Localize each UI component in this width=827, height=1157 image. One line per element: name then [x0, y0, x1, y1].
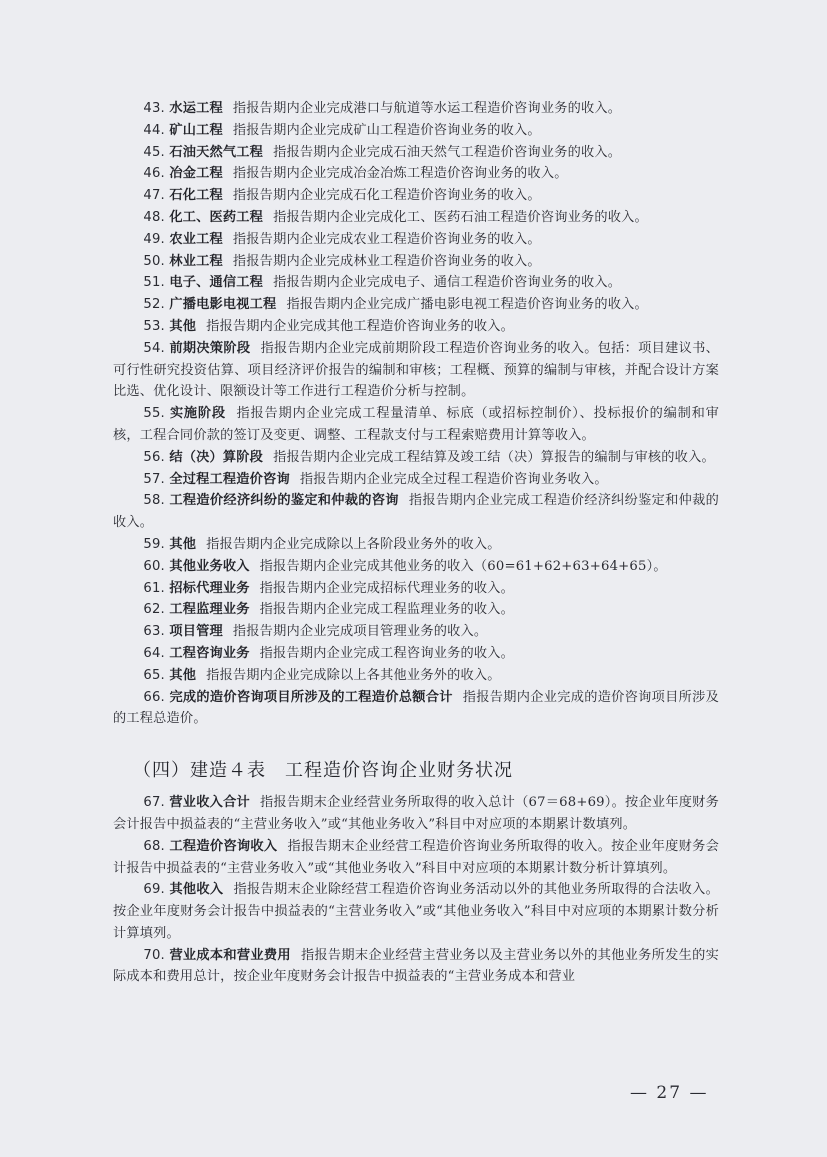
- definition-list-income: [113, 98, 719, 730]
- item-number: 65.: [143, 667, 165, 683]
- definition-item: [113, 792, 719, 836]
- item-term: 营业成本和营业费用: [169, 947, 291, 963]
- definition-item: [113, 665, 719, 687]
- item-number: 61.: [143, 580, 165, 596]
- item-term: 石化工程: [169, 188, 223, 204]
- item-description: 指报告期内企业完成林业工程造价咨询业务的收入。: [232, 253, 541, 269]
- item-description: 指报告期内企业完成化工、医药石油工程造价咨询业务的收入。: [273, 209, 648, 225]
- item-number: 47.: [143, 188, 165, 204]
- item-description: 指报告期内企业完成工程造价经济纠纷鉴定和仲裁的收入。: [113, 493, 719, 531]
- definition-item: [113, 687, 719, 731]
- item-term: 招标代理业务: [169, 580, 250, 596]
- item-number: 59.: [143, 536, 165, 552]
- body-text: [113, 98, 719, 988]
- item-description: 指报告期内企业完成港口与航道等水运工程造价咨询业务的收入。: [232, 101, 622, 116]
- item-number: 52.: [143, 297, 165, 313]
- definition-item: [113, 879, 719, 944]
- definition-item: [113, 185, 719, 207]
- item-number: 66.: [143, 689, 165, 705]
- definition-item: [113, 251, 719, 273]
- definition-item: [113, 272, 719, 294]
- item-number: 44.: [143, 122, 165, 138]
- item-description: 指报告期末企业经营工程造价咨询业务所取得的收入。按企业年度财务会计报告中损益表的“主营业务收入”或“其他业务收入”科目中对应项的本期累计数分析计算填列。: [113, 838, 719, 876]
- item-description: 指报告期内企业完成冶金冶炼工程造价咨询业务的收入。: [232, 166, 568, 182]
- item-number: 58.: [143, 493, 165, 509]
- item-description: 指报告期内企业完成工程监理业务的收入。: [259, 602, 515, 618]
- item-number: 64.: [143, 645, 165, 661]
- item-term: 其他收入: [169, 882, 224, 898]
- item-term: 工程咨询业务: [169, 645, 250, 661]
- item-number: 49.: [143, 231, 165, 247]
- item-number: 57.: [143, 471, 165, 487]
- item-description: 指报告期内企业完成石化工程造价咨询业务的收入。: [232, 188, 541, 204]
- item-number: 51.: [143, 275, 165, 291]
- item-number: 55.: [143, 406, 165, 422]
- item-number: 62.: [143, 602, 165, 618]
- item-number: 70.: [143, 947, 165, 963]
- item-term: 完成的造价咨询项目所涉及的工程造价总额合计: [169, 689, 453, 705]
- item-description: 指报告期内企业完成全过程工程造价咨询业务收入。: [299, 471, 608, 487]
- item-term: 前期决策阶段: [169, 340, 251, 356]
- item-term: 冶金工程: [169, 166, 223, 182]
- definition-list-finance: [113, 792, 719, 988]
- item-term: 项目管理: [169, 624, 223, 640]
- item-term: 电子、通信工程: [169, 275, 264, 291]
- item-description: 指报告期内企业完成前期阶段工程造价咨询业务的收入。包括：项目建议书、可行性研究投资估算、项目经济评价报告的编制和审核；工程概、预算的编制与审核，并配合设计方案比选、优化设计、限额设计等工作进行工程造价分析与控制。: [113, 340, 719, 400]
- item-term: 其他: [169, 536, 197, 552]
- definition-item: [113, 98, 719, 120]
- definition-item: [113, 534, 719, 556]
- definition-item: [113, 338, 719, 403]
- item-term: 实施阶段: [169, 406, 226, 422]
- section-heading: （四）建造４表 工程造价咨询企业财务状况: [133, 760, 513, 782]
- item-term: 石油天然气工程: [169, 144, 264, 160]
- item-number: 53.: [143, 318, 165, 334]
- definition-item: [113, 643, 719, 665]
- definition-item: [113, 490, 719, 534]
- item-number: 54.: [143, 340, 165, 356]
- definition-item: [113, 142, 719, 164]
- item-number: 45.: [143, 144, 165, 160]
- item-term: 工程监理业务: [169, 602, 250, 618]
- definition-item: [113, 836, 719, 880]
- item-term: 其他: [169, 667, 197, 683]
- item-term: 矿山工程: [169, 122, 223, 138]
- item-term: 工程造价经济纠纷的鉴定和仲裁的咨询: [169, 493, 399, 509]
- item-term: 结（决）算阶段: [169, 449, 264, 465]
- item-number: 60.: [143, 558, 165, 574]
- definition-item: [113, 447, 719, 469]
- item-number: 68.: [143, 838, 165, 854]
- definition-item: [113, 316, 719, 338]
- item-description: 指报告期内企业完成其他业务的收入（60=61+62+63+64+65）。: [259, 558, 667, 574]
- item-number: 50.: [143, 253, 165, 269]
- item-number: 69.: [143, 882, 165, 898]
- item-term: 化工、医药工程: [169, 209, 264, 225]
- definition-item: [113, 556, 719, 578]
- item-term: 农业工程: [169, 231, 223, 247]
- item-description: 指报告期内企业完成广播电影电视工程造价咨询业务的收入。: [286, 297, 648, 313]
- item-description: 指报告期内企业完成矿山工程造价咨询业务的收入。: [232, 122, 541, 138]
- item-number: 63.: [143, 624, 165, 640]
- definition-item: [113, 229, 719, 251]
- item-number: 43.: [143, 101, 165, 116]
- item-term: 林业工程: [169, 253, 223, 269]
- item-description: 指报告期内企业完成的造价咨询项目所涉及的工程总造价。: [113, 689, 719, 727]
- item-term: 工程造价咨询收入: [169, 838, 278, 854]
- item-description: 指报告期内企业完成电子、通信工程造价咨询业务的收入。: [273, 275, 622, 291]
- item-term: 水运工程: [169, 101, 223, 116]
- item-number: 56.: [143, 449, 165, 465]
- definition-item: [113, 163, 719, 185]
- item-description: 指报告期内企业完成项目管理业务的收入。: [232, 624, 488, 640]
- item-term: 全过程工程造价咨询: [169, 471, 290, 487]
- definition-item: [113, 294, 719, 316]
- item-term: 广播电影电视工程: [169, 297, 277, 313]
- definition-item: [113, 469, 719, 491]
- item-description: 指报告期内企业完成除以上各阶段业务外的收入。: [206, 536, 501, 552]
- item-number: 48.: [143, 209, 165, 225]
- definition-item: [113, 578, 719, 600]
- item-description: 指报告期末企业经营主营业务以及主营业务以外的其他业务所发生的实际成本和费用总计，按企业年度财务会计报告中损益表的“主营业务成本和营业: [113, 947, 719, 985]
- item-description: 指报告期内企业完成石油天然气工程造价咨询业务的收入。: [273, 144, 622, 160]
- item-term: 营业收入合计: [169, 795, 250, 811]
- definition-item: [113, 621, 719, 643]
- item-description: 指报告期内企业完成工程结算及竣工结（决）算报告的编制与审核的收入。: [273, 449, 715, 465]
- definition-item: [113, 403, 719, 447]
- item-term: 其他: [169, 318, 197, 334]
- item-description: 指报告期末企业除经营工程造价咨询业务活动以外的其他业务所取得的合法收入。按企业年度财务会计报告中损益表的“主营业务收入”或“其他业务收入”科目中对应项的本期累计数分析计算填列。: [113, 882, 719, 941]
- item-description: 指报告期内企业完成除以上各其他业务外的收入。: [206, 667, 501, 683]
- definition-item: [113, 599, 719, 621]
- page-number: — 27 —: [630, 1083, 709, 1103]
- definition-item: [113, 945, 719, 989]
- definition-item: [113, 207, 719, 229]
- item-term: 其他业务收入: [169, 558, 250, 574]
- item-description: 指报告期内企业完成工程咨询业务的收入。: [259, 645, 515, 661]
- item-number: 67.: [143, 795, 165, 811]
- item-description: 指报告期内企业完成工程量清单、标底（或招标控制价）、投标报价的编制和审核，工程合同价款的签订及变更、调整、工程款支付与工程索赔费用计算等收入。: [113, 406, 719, 443]
- item-description: 指报告期内企业完成其他工程造价咨询业务的收入。: [206, 318, 515, 334]
- item-description: 指报告期内企业完成农业工程造价咨询业务的收入。: [232, 231, 541, 247]
- item-description: 指报告期末企业经营业务所取得的收入总计（67＝68+69）。按企业年度财务会计报告中损益表的“主营业务收入”或“其他业务收入”科目中对应项的本期累计数填列。: [113, 795, 719, 832]
- item-description: 指报告期内企业完成招标代理业务的收入。: [259, 580, 515, 596]
- definition-item: [113, 120, 719, 142]
- item-number: 46.: [143, 166, 165, 182]
